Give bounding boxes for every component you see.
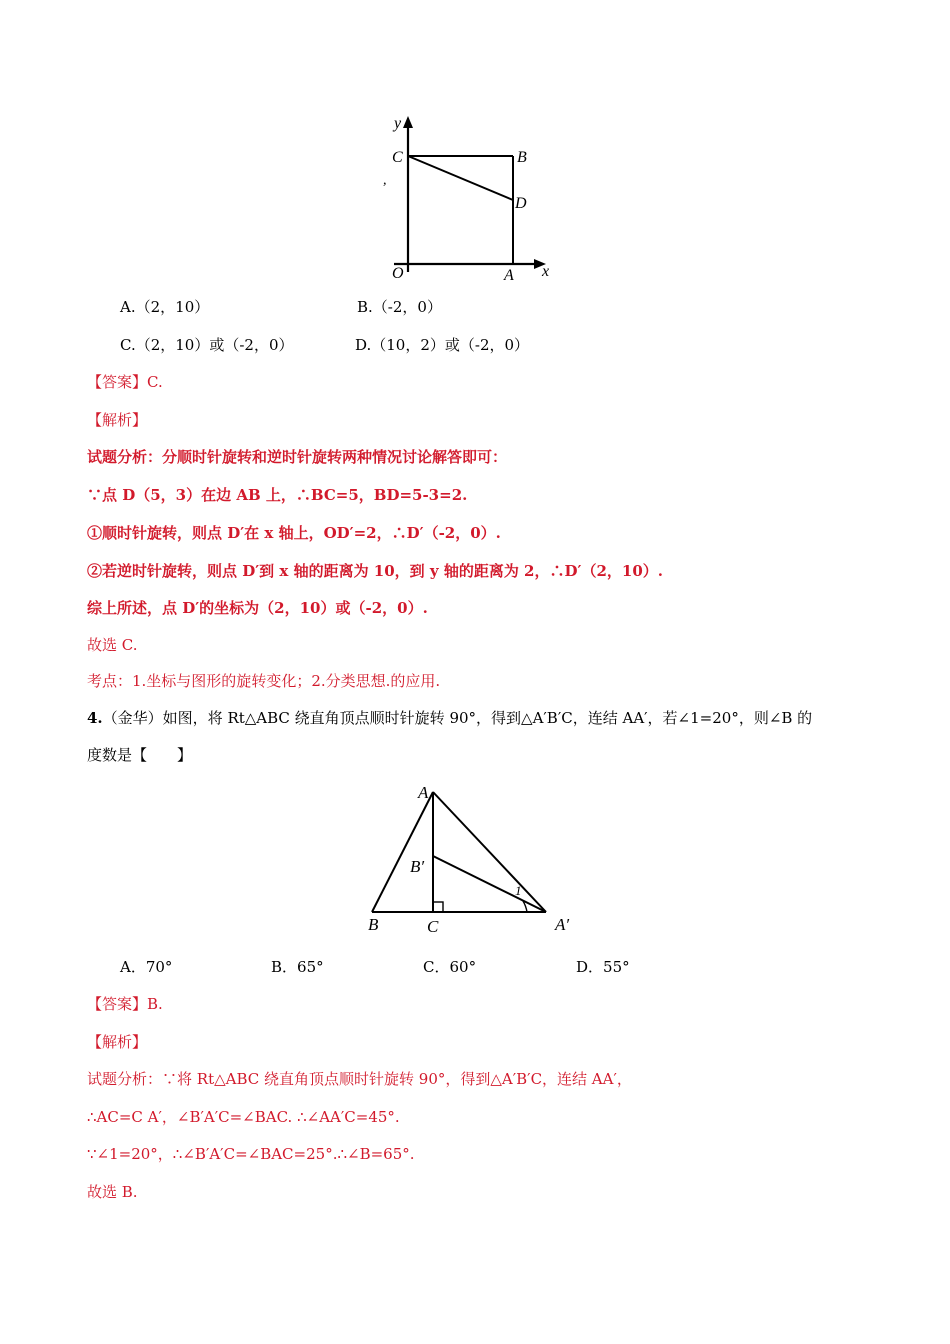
segment-aap [433, 792, 546, 912]
q4-option-d: D．55° [576, 958, 630, 976]
q3-analysis-line-4: ②若逆时针旋转，则点 D′到 x 轴的距离为 10，到 y 轴的距离为 2，∴D′（2，10）. [87, 562, 663, 580]
label-b: B [368, 915, 379, 934]
q4-option-a: A．70° [120, 958, 173, 976]
q3-option-a: A.（2，10） [120, 298, 210, 316]
label-o: O [392, 265, 404, 282]
q4-stem-line-1 [87, 708, 812, 728]
label-y: y [394, 115, 402, 132]
q3-analysis-line-3: ①顺时针旋转，则点 D′在 x 轴上，OD′=2，∴D′（-2，0）. [87, 524, 501, 542]
triangle-figure [360, 780, 590, 940]
q3-analysis-line-2: ∵点 D（5，3）在边 AB 上，∴BC=5，BD=5-3=2. [87, 486, 468, 504]
segment-cd [408, 156, 513, 200]
q4-option-c: C．60° [423, 958, 477, 976]
y-axis-arrow [403, 116, 413, 128]
q3-option-c: C.（2，10）或（-2，0） [120, 336, 294, 354]
label-d: D [515, 195, 527, 212]
label-x: x [542, 263, 550, 280]
label-c: C [392, 149, 403, 166]
label-b: B [517, 149, 527, 166]
q3-analysis-title: 【解析】 [87, 411, 148, 429]
q4-analysis-line-4: 故选 B. [87, 1183, 138, 1201]
q4-number: 4. [87, 709, 103, 727]
q3-analysis-line-1: 试题分析：分顺时针旋转和逆时针旋转两种情况讨论解答即可： [87, 448, 508, 466]
q4-analysis-title: 【解析】 [87, 1033, 148, 1051]
q3-analysis-line-5: 综上所述，点 D′的坐标为（2，10）或（-2，0）. [87, 599, 428, 617]
q4-stem-text: （金华）如图，将 Rt△ABC 绕直角顶点顺时针旋转 90°，得到△A′B′C，连结 AA′，若∠1=20°，则∠B 的 [102, 709, 813, 727]
coordinate-figure [380, 112, 560, 284]
label-a: A [418, 783, 429, 802]
label-angle-1: 1 [515, 883, 522, 898]
label-a-prime: A′ [555, 915, 570, 934]
q4-analysis-line-3: ∵∠1=20°，∴∠B′A′C=∠BAC=25°.∴∠B=65°. [87, 1145, 415, 1163]
stray-mark: , [383, 173, 387, 188]
q3-option-b: B.（-2，0） [357, 298, 442, 316]
segment-bpap [433, 856, 546, 912]
right-angle-mark [433, 902, 443, 912]
segment-ab [372, 792, 433, 912]
q3-analysis-line-6: 故选 C. [87, 636, 138, 654]
label-c: C [427, 917, 439, 936]
q4-answer: 【答案】B. [87, 995, 163, 1013]
q4-stem-line-2: 度数是【 】 [87, 746, 193, 764]
q4-analysis-line-1: 试题分析：∵将 Rt△ABC 绕直角顶点顺时针旋转 90°，得到△A′B′C，连结 AA′， [87, 1070, 632, 1088]
q3-kaodian: 考点：1.坐标与图形的旋转变化；2.分类思想.的应用. [87, 672, 441, 690]
q4-option-b: B．65° [271, 958, 324, 976]
q3-option-d: D.（10，2）或（-2，0） [355, 336, 530, 354]
label-b-prime: B′ [410, 857, 425, 876]
q3-answer: 【答案】C. [87, 373, 163, 391]
q4-analysis-line-2: ∴AC=C A′，∠B′A′C=∠BAC. ∴∠AA′C=45°. [87, 1108, 400, 1126]
label-a: A [504, 267, 514, 284]
